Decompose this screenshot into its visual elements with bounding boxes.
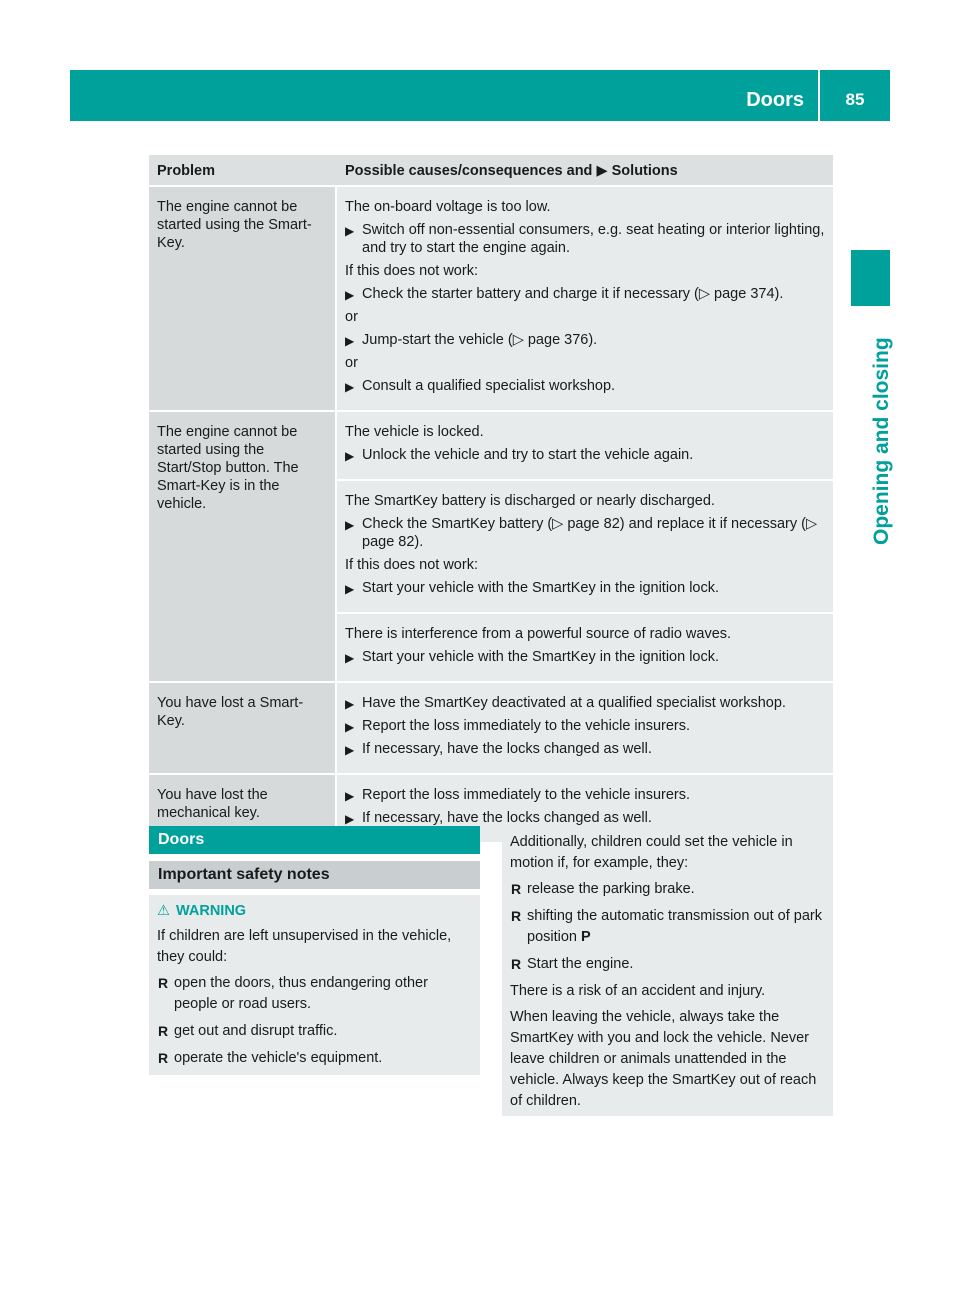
action-step [345,717,825,735]
action-text: Jump-start the vehicle (▷ page 376). [362,332,598,348]
note-text: If this does not work: [345,557,478,573]
bullet-icon: R [158,975,169,991]
action-step [345,446,825,464]
action-text: Report the loss immediately to the vehicle insurers. [362,787,691,803]
action-text: Start your vehicle with the SmartKey in the ignition lock. [362,580,720,596]
warning-triangle-icon: ⚠ [157,903,170,919]
action-text: If necessary, have the locks changed as well. [362,810,652,826]
list-item-text: release the parking brake. [527,881,695,897]
list-item-text: Start the engine. [527,956,634,972]
continued-intro: Additionally, children could set the vehicle in motion if, for example, they: [510,834,793,871]
action-step [345,786,825,804]
action-step [345,809,825,827]
action-step [345,694,825,712]
warning-intro: If children are left unsupervised in the vehicle, they could: [157,928,452,965]
table-row [149,187,833,412]
action-text: Start your vehicle with the SmartKey in the ignition lock. [362,649,720,665]
or-text: or [345,309,358,325]
doors-heading: Doors [149,826,480,854]
park-position-label: P [581,929,591,945]
action-step [345,285,825,303]
or-text: or [345,355,358,371]
action-step [345,648,825,666]
action-step [345,579,825,597]
list-item [510,879,825,900]
bullet-icon: R [511,908,522,924]
list-item-text: open the doors, thus endangering other people or road users. [174,975,428,1012]
warning-continued-box [502,826,833,1116]
arrow-icon: ▶ [345,288,355,302]
list-item [157,1048,472,1069]
action-text: If necessary, have the locks changed as well. [362,741,652,757]
arrow-icon: ▶ [345,789,355,803]
arrow-icon: ▶ [345,224,355,238]
cause-text: The vehicle is locked. [345,424,484,440]
arrow-icon: ▶ [345,743,355,757]
cause-text: The on-board voltage is too low. [345,199,551,215]
risk-text: There is a risk of an accident and injury. [510,983,766,999]
table-row [149,412,833,481]
advice-text: When leaving the vehicle, always take the SmartKey with you and lock the vehicle. Never leave children or animals unattended in the vehicle. Always keep the SmartKey out of reach of children. [510,1009,817,1109]
arrow-icon: ▶ [345,582,355,596]
col-header-solutions-b: Solutions [611,163,678,179]
list-item-text: shifting the automatic transmission out of park position [527,908,822,945]
solution-cell [337,683,833,775]
arrow-icon: ▶ [345,812,355,826]
action-step [345,221,825,257]
col-header-solutions [337,155,833,187]
arrow-icon: ▶ [345,334,355,348]
arrow-icon: ▶ [345,449,355,463]
action-text: Check the starter battery and charge it if necessary (▷ page 374). [362,286,784,302]
arrow-icon: ▶ [345,720,355,734]
action-text: Unlock the vehicle and try to start the vehicle again. [362,447,694,463]
problem-cell: The engine cannot be started using the Start/Stop button. The Smart-Key is in the vehicle. [149,412,337,683]
arrow-icon: ▶ [345,380,355,394]
bullet-icon: R [511,881,522,897]
arrow-icon: ▶ [345,651,355,665]
action-text: Check the SmartKey battery (▷ page 82) and replace it if necessary (▷ page 82). [362,516,818,550]
problem-cell: The engine cannot be started using the Smart-Key. [149,187,337,412]
action-step [345,377,825,395]
bullet-icon: R [158,1023,169,1039]
solution-cell [337,481,833,614]
arrow-icon: ▶ [596,163,608,179]
safety-notes-heading: Important safety notes [149,861,480,889]
action-text: Switch off non-essential consumers, e.g. seat heating or interior lighting, and try to start the engine again. [362,222,825,256]
troubleshooting-table [149,155,833,844]
col-header-solutions-a: Possible causes/consequences and [345,163,593,179]
col-header-problem: Problem [149,155,337,187]
note-text: If this does not work: [345,263,478,279]
problem-cell: You have lost the mechanical key. [149,775,337,844]
solution-cell [337,412,833,481]
problem-cell: You have lost a Smart-Key. [149,683,337,775]
action-text: Consult a qualified specialist workshop. [362,378,616,394]
list-item [157,973,472,1015]
header-band [70,70,890,121]
list-item-text: operate the vehicle's equipment. [174,1050,383,1066]
page-number: 85 [845,90,865,109]
list-item [157,1021,472,1042]
warning-header [157,901,472,922]
chapter-title: Opening and closing [870,337,893,545]
arrow-icon: ▶ [345,697,355,711]
side-marker [851,250,890,306]
action-text: Report the loss immediately to the vehicle insurers. [362,718,691,734]
bullet-icon: R [158,1050,169,1066]
action-step [345,740,825,758]
table-row [149,683,833,775]
warning-box [149,895,480,1075]
action-step [345,515,825,551]
list-item-text: get out and disrupt traffic. [174,1023,338,1039]
action-text: Have the SmartKey deactivated at a qualified specialist workshop. [362,695,786,711]
cause-text: There is interference from a powerful source of radio waves. [345,626,732,642]
action-step [345,331,825,349]
list-item [510,954,825,975]
solution-cell [337,187,833,412]
list-item [510,906,825,948]
solution-cell [337,614,833,683]
bullet-icon: R [511,956,522,972]
cause-text: The SmartKey battery is discharged or nearly discharged. [345,493,715,509]
header-section-title: Doors [746,70,820,121]
arrow-icon: ▶ [345,518,355,532]
warning-title: WARNING [176,903,247,919]
table-header-row [149,155,833,187]
